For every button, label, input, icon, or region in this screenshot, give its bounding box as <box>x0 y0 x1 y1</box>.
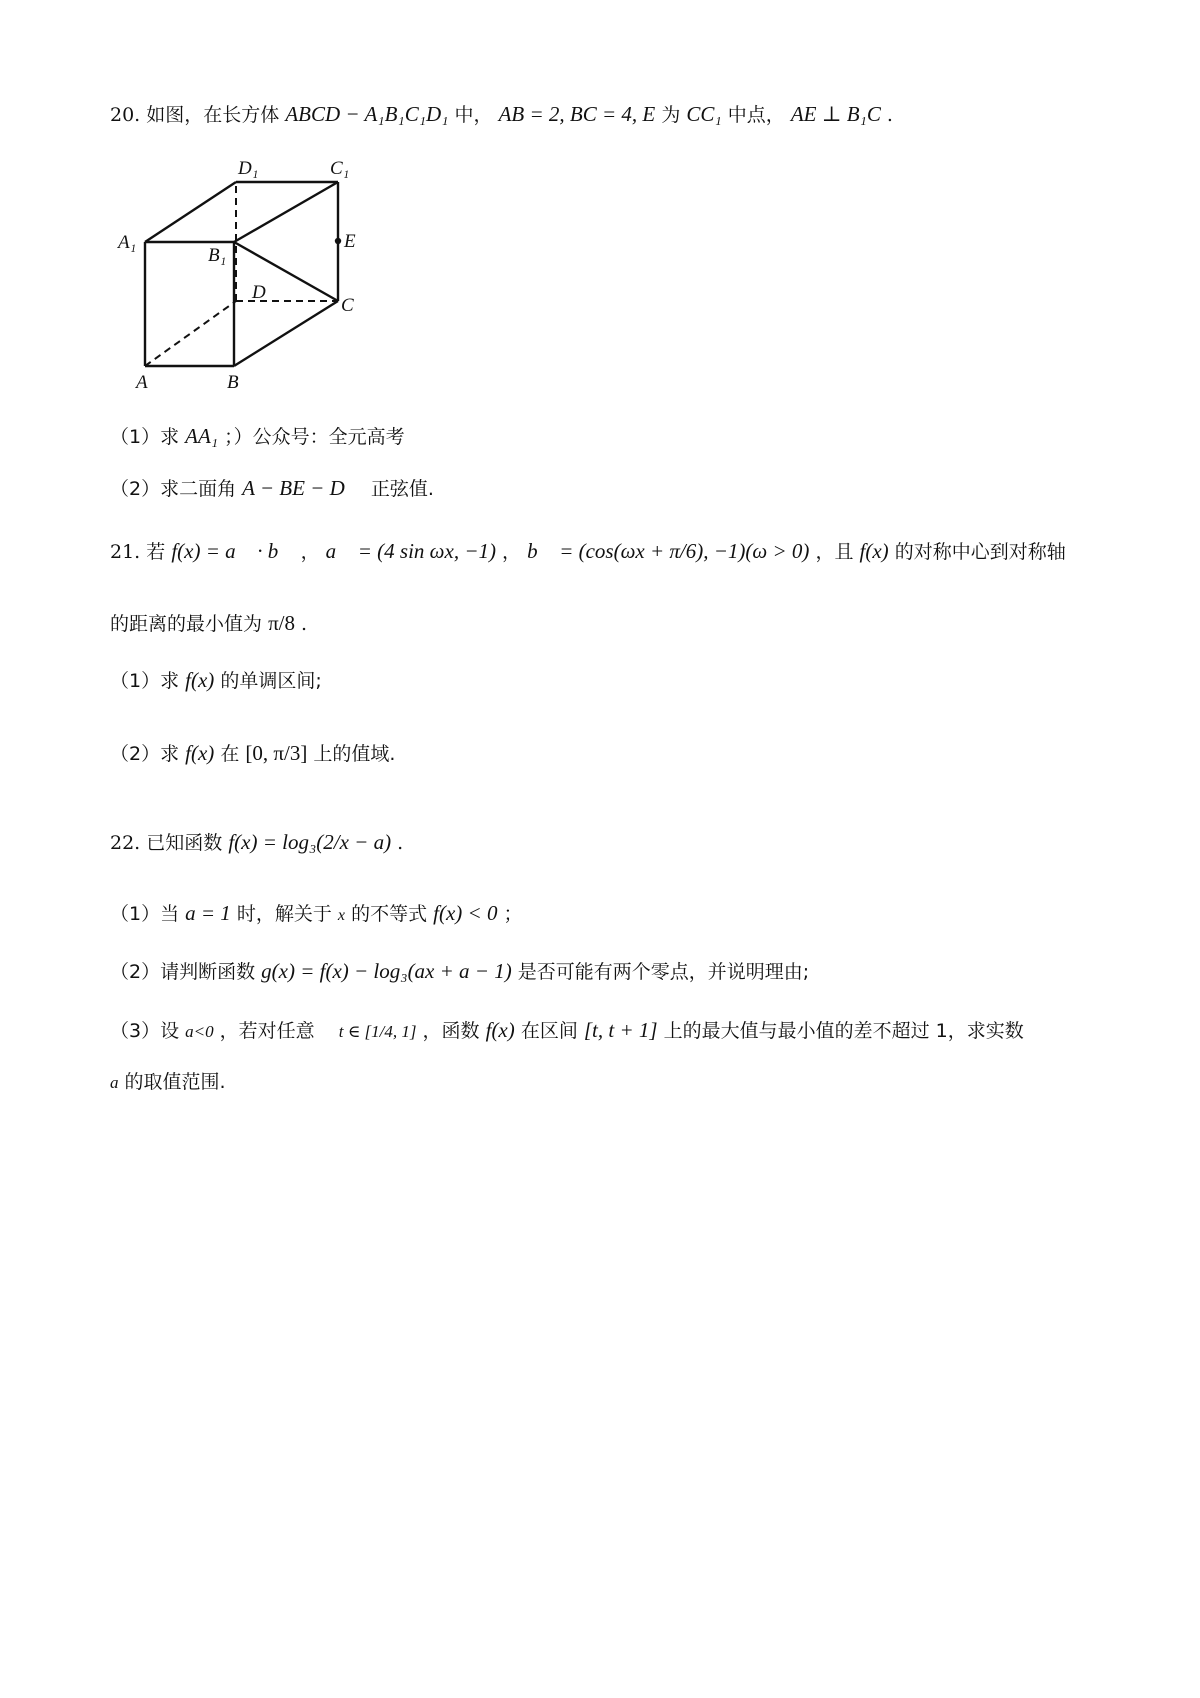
q20-part2 <box>110 476 434 501</box>
q21-part1-label: （1）求 <box>110 670 180 692</box>
label-c1: C₁ <box>330 160 350 179</box>
q20-perp: AE ⊥ B₁C <box>790 102 881 126</box>
q21-f-def: f(x) = a⃗ · b⃗ <box>171 539 295 563</box>
q21-part2 <box>110 741 395 766</box>
q21-part2-math: f(x) <box>185 741 215 765</box>
q21-number: 21. <box>110 541 141 563</box>
edge-a1-d1 <box>145 182 236 242</box>
q22-part3-label: （3）设 <box>110 1020 180 1042</box>
q20-part1-text: ；）公众号：全元高考 <box>224 426 405 448</box>
q22-part2-text: 是否可能有两个零点，并说明理由; <box>517 961 810 983</box>
q22-part3-t-range: t ∈ [1/4, 1] <box>338 1022 417 1041</box>
q21-part2-interval: [0, π/3] <box>245 741 308 765</box>
q22-part3-cond: a<0 <box>185 1022 214 1041</box>
cuboid-figure <box>108 160 388 400</box>
q22-part3-text2: ，函数 <box>422 1020 480 1042</box>
q22-part3-var: a <box>110 1073 119 1092</box>
q22-part1-inequality: f(x) < 0 <box>433 901 498 925</box>
q22-part3-interval: [t, t + 1] <box>583 1018 658 1042</box>
q22-part1-math: a = 1 <box>185 901 231 925</box>
q22-part1 <box>110 901 523 928</box>
q20-given-text: 为 <box>661 104 681 126</box>
q22-part1-label: （1）当 <box>110 903 180 925</box>
point-e <box>335 238 341 244</box>
q21-tail2: 的对称中心到对称轴 <box>894 541 1066 563</box>
q20-end: . <box>886 104 893 126</box>
q22-part2 <box>110 959 809 984</box>
q21-part2-text2: 上的值域. <box>313 743 396 765</box>
q21-part1-text: 的单调区间; <box>220 670 322 692</box>
label-e: E <box>344 231 356 252</box>
q20-stem <box>110 102 893 127</box>
q21-part2-label: （2）求 <box>110 743 180 765</box>
q21-stem <box>110 539 1066 564</box>
q22-part2-math: g(x) = f(x) − log₃(ax + a − 1) <box>261 959 512 983</box>
q22-stem <box>110 830 403 855</box>
q22-part3-text5: 的取值范围. <box>124 1071 226 1093</box>
edge-b1-c <box>234 242 338 301</box>
q21-tail1: ，且 <box>815 541 854 563</box>
label-c: C <box>341 295 354 316</box>
label-a1: A₁ <box>118 232 137 253</box>
q22-intro: 已知函数 <box>146 832 223 854</box>
q22-part1-text2: 的不等式 <box>351 903 428 925</box>
q21-comma: ， <box>300 541 320 563</box>
q21-comma-2: ， <box>502 541 522 563</box>
q20-mid: 中， <box>454 104 493 126</box>
q22-part3-text3: 在区间 <box>520 1020 578 1042</box>
label-d: D <box>252 282 266 303</box>
q22-part3-fx: f(x) <box>485 1018 515 1042</box>
q21-part1-math: f(x) <box>185 668 215 692</box>
q22-part1-var: x <box>337 907 346 924</box>
q20-given: AB = 2, BC = 4, E <box>498 102 656 126</box>
q21-period: . <box>301 613 308 635</box>
label-b1: B₁ <box>208 245 227 266</box>
q20-number: 20. <box>110 104 141 126</box>
q21-part1 <box>110 668 322 693</box>
q22-period: . <box>397 832 404 854</box>
q21-stem-line2 <box>110 611 307 636</box>
q20-part1-label: （1）求 <box>110 426 180 448</box>
edge-a-d <box>145 301 236 366</box>
q22-number: 22. <box>110 832 141 854</box>
q21-part2-text: 在 <box>220 743 240 765</box>
q21-min-distance: π/8 <box>268 611 295 635</box>
q20-part2-label: （2）求二面角 <box>110 478 237 500</box>
q22-part3-text: ，若对任意 <box>219 1020 315 1042</box>
q22-part3-line2 <box>110 1070 226 1095</box>
label-a: A <box>136 372 148 393</box>
q20-edge: CC₁ <box>686 102 722 126</box>
edge-b1-c1 <box>234 182 338 242</box>
q20-part2-math: A − BE − D <box>242 476 345 500</box>
q22-part1-text: 时，解关于 <box>236 903 332 925</box>
q20-part1 <box>110 424 405 449</box>
q22-f-def: f(x) = log₃(2/x − a) <box>228 830 392 854</box>
q21-fx: f(x) <box>859 539 889 563</box>
q20-part1-math: AA₁ <box>185 424 219 448</box>
q20-given-text2: 中点， <box>727 104 785 126</box>
label-b: B <box>227 372 239 393</box>
q22-part3 <box>110 1018 1024 1044</box>
q22-part1-end: ； <box>503 903 523 925</box>
edge-b-c <box>234 301 338 366</box>
q21-line2-text: 的距离的最小值为 <box>110 613 263 635</box>
q21-a-vector: a⃗ = (4 sin ωx, −1) <box>325 539 496 563</box>
q21-intro: 若 <box>146 541 166 563</box>
q22-part2-label: （2）请判断函数 <box>110 961 256 983</box>
q21-b-vector: b⃗ = (cos(ωx + π/6), −1)(ω > 0) <box>527 539 810 563</box>
q20-solid: ABCD − A₁B₁C₁D₁ <box>285 102 449 126</box>
q20-intro: 如图，在长方体 <box>146 104 280 126</box>
q20-part2-text: 正弦值. <box>370 478 434 500</box>
label-d1: D₁ <box>238 160 259 179</box>
q22-part3-text4: 上的最大值与最小值的差不超过 1，求实数 <box>663 1020 1024 1042</box>
